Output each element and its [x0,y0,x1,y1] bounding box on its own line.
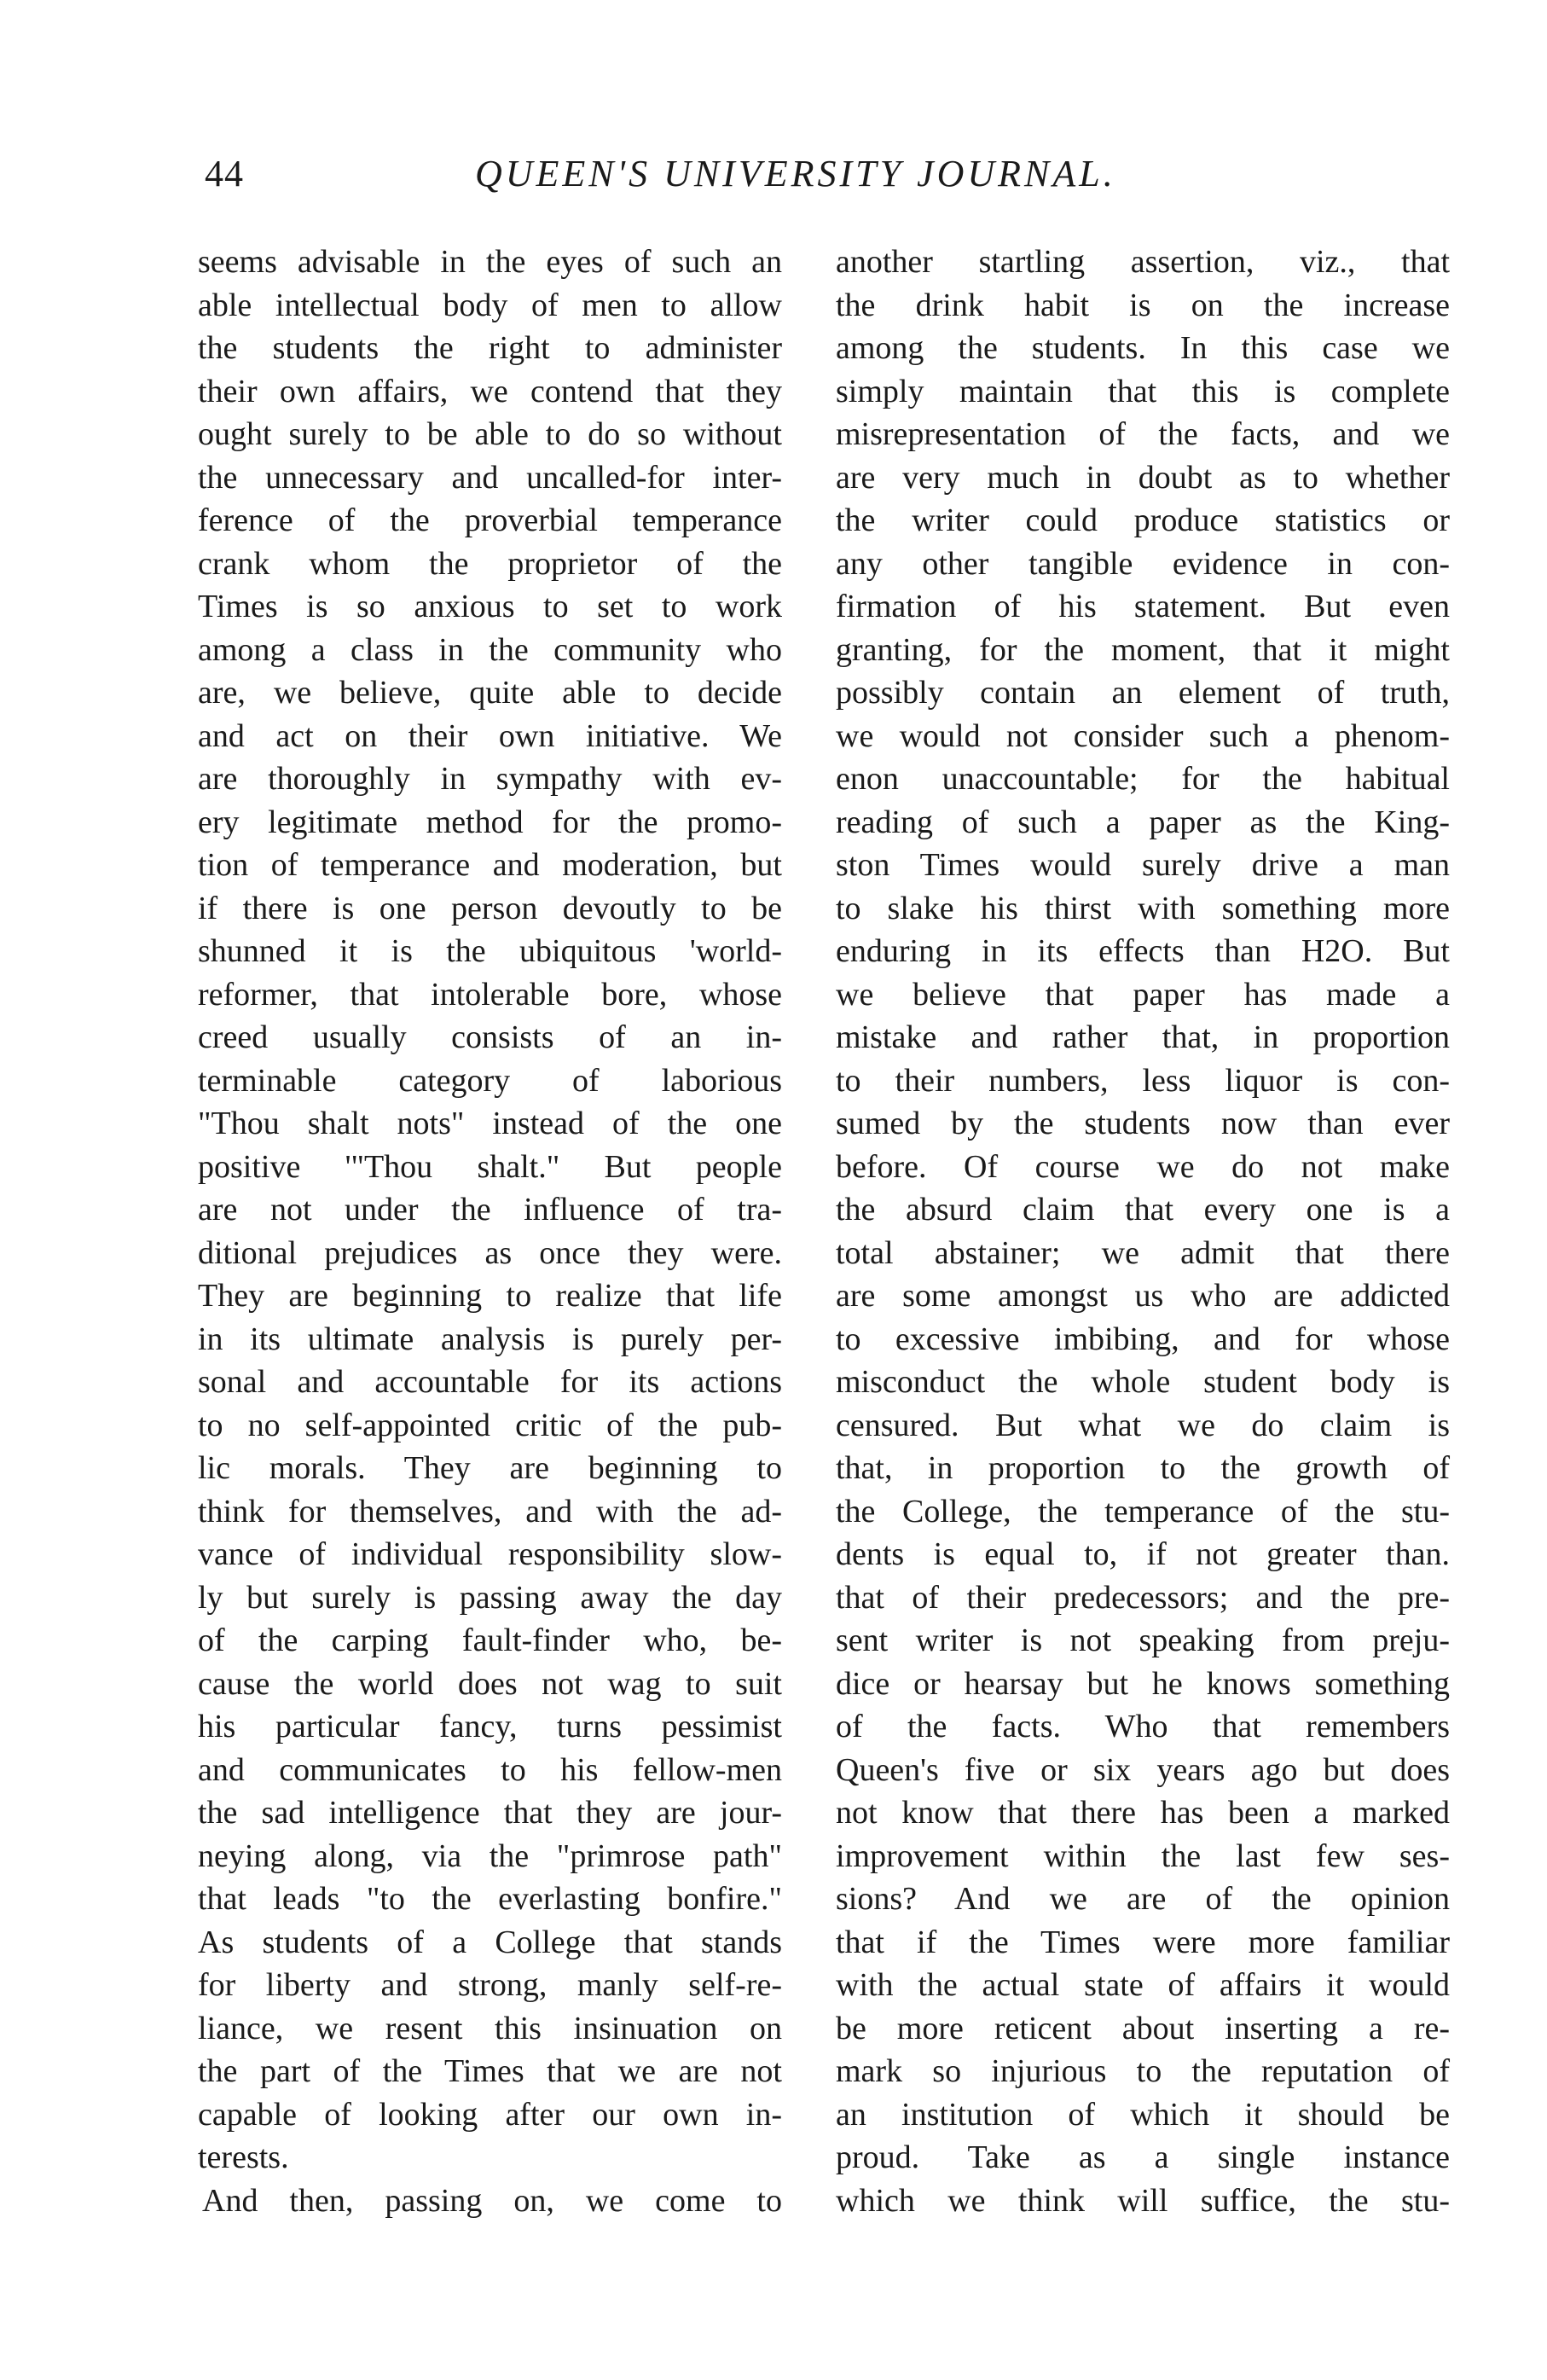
text-line: for liberty and strong, manly self-re- [198,1967,782,2003]
text-line: ference of the proverbial temperance [198,502,782,538]
text-line: if there is one person devoutly to be [198,890,782,926]
text-line: sumed by the students now than ever [836,1106,1450,1141]
text-line: reformer, that intolerable bore, whose [198,976,782,1013]
text-line: their own affairs, we contend that they [198,373,782,409]
text-line: seems advisable in the eyes of such an [198,244,782,280]
text-line: terests. [198,2139,289,2175]
text-line: the absurd claim that every one is a [836,1192,1450,1228]
text-line: possibly contain an element of truth, [836,675,1450,711]
text-line: the students the right to administer [198,330,782,366]
text-line: with the actual state of affairs it would [836,1967,1450,2003]
text-line: simply maintain that this is complete [836,373,1450,409]
text-line: that, in proportion to the growth of [836,1450,1450,1486]
text-line: enon unaccountable; for the habitual [836,761,1450,797]
text-line: improvement within the last few ses- [836,1837,1450,1874]
text-line: not know that there has been a marked [836,1795,1450,1831]
text-line: ditional prejudices as once they were. [198,1234,782,1271]
text-line: mark so injurious to the reputation of [836,2053,1450,2089]
text-line: be more reticent about inserting a re- [836,2010,1450,2046]
text-line: total abstainer; we admit that there [836,1234,1450,1271]
text-line: the sad intelligence that they are jour- [198,1795,782,1831]
text-line: we believe that paper has made a [836,976,1450,1013]
text-line: of the facts. Who that remembers [836,1709,1450,1744]
left-column [198,241,782,2222]
text-line: cause the world does not wag to suit [198,1665,782,1702]
text-line: ston Times would surely drive a man [836,847,1450,883]
text-line: before. Of course we do not make [836,1148,1450,1185]
text-line: are not under the influence of tra- [198,1192,782,1228]
text-line: of the carping fault-finder who, be- [198,1622,782,1658]
text-line: are very much in doubt as to whether [836,459,1450,496]
text-line: to excessive imbibing, and for whose [836,1321,1450,1357]
text-line: and communicates to his fellow-men [198,1751,782,1788]
text-line: ought surely to be able to do so without [198,416,782,452]
text-line: that of their predecessors; and the pre- [836,1579,1450,1616]
text-line: among a class in the community who [198,631,782,668]
text-line: among the students. In this case we [836,330,1450,366]
text-line: They are beginning to realize that life [198,1278,782,1314]
text-line: to no self-appointed critic of the pub- [198,1407,782,1443]
text-line: terminable category of laborious [198,1062,782,1099]
text-line: censured. But what we do claim is [836,1407,1450,1443]
text-line: capable of looking after our own in- [198,2096,782,2133]
text-line: that leads "to the everlasting bonfire." [198,1881,782,1917]
text-line: ly but surely is passing away the day [198,1579,782,1616]
page-header [0,152,1547,220]
text-line: enduring in its effects than H2O. But [836,933,1450,969]
text-line: the drink habit is on the increase [836,287,1450,323]
text-line: the part of the Times that we are not [198,2053,782,2089]
text-line: his particular fancy, turns pessimist [198,1709,782,1744]
text-line: tion of temperance and moderation, but [198,847,782,883]
text-line: and act on their own initiative. We [198,717,782,754]
text-line: sent writer is not speaking from preju- [836,1622,1450,1658]
text-line: crank whom the proprietor of the [198,545,782,582]
text-line: the unnecessary and uncalled-for inter- [198,459,782,496]
text-line: to slake his thirst with something more [836,890,1450,926]
text-line: positive '"Thou shalt." But people [198,1148,782,1185]
text-line: the College, the temperance of the stu- [836,1493,1450,1530]
text-line: mistake and rather that, in proportion [836,1019,1450,1055]
text-line: Times is so anxious to set to work [198,589,782,624]
text-line: misrepresentation of the facts, and we [836,416,1450,452]
text-line: neying along, via the "primrose path" [198,1837,782,1874]
text-line: sions? And we are of the opinion [836,1881,1450,1917]
text-line: the writer could produce statistics or [836,502,1450,538]
text-line: that if the Times were more familiar [836,1924,1450,1960]
text-line: which we think will suffice, the stu- [836,2182,1450,2219]
text-line: lic morals. They are beginning to [198,1450,782,1486]
text-line: As students of a College that stands [198,1924,782,1960]
text-line: creed usually consists of an in- [198,1019,782,1055]
text-line: granting, for the moment, that it might [836,631,1450,668]
text-line: liance, we resent this insinuation on [198,2010,782,2046]
page-number: 44 [205,153,244,194]
text-line: are thoroughly in sympathy with ev- [198,761,782,797]
text-line: think for themselves, and with the ad- [198,1493,782,1530]
right-column [836,241,1450,2222]
text-line: vance of individual responsibility slow- [198,1536,782,1572]
text-line: Queen's five or six years ago but does [836,1751,1450,1788]
text-line: And then, passing on, we come to [202,2182,782,2219]
text-line: "Thou shalt nots" instead of the one [198,1106,782,1141]
text-line: another startling assertion, viz., that [836,244,1450,280]
text-line: are, we believe, quite able to decide [198,675,782,711]
text-line: sonal and accountable for its actions [198,1364,782,1400]
text-line: firmation of his statement. But even [836,589,1450,624]
text-line: an institution of which it should be [836,2096,1450,2133]
text-line: we would not consider such a phenom- [836,717,1450,754]
text-line: are some amongst us who are addicted [836,1278,1450,1314]
text-line: to their numbers, less liquor is con- [836,1062,1450,1099]
running-title: QUEEN'S UNIVERSITY JOURNAL. [475,153,1116,194]
text-line: any other tangible evidence in con- [836,545,1450,582]
text-line: reading of such a paper as the King- [836,804,1450,840]
text-line: dents is equal to, if not greater than. [836,1536,1450,1572]
text-line: dice or hearsay but he knows something [836,1665,1450,1702]
text-line: in its ultimate analysis is purely per- [198,1321,782,1357]
text-line: misconduct the whole student body is [836,1364,1450,1400]
text-line: able intellectual body of men to allow [198,287,782,323]
text-line: proud. Take as a single instance [836,2139,1450,2175]
text-line: shunned it is the ubiquitous 'world- [198,933,782,969]
text-line: ery legitimate method for the promo- [198,804,782,840]
